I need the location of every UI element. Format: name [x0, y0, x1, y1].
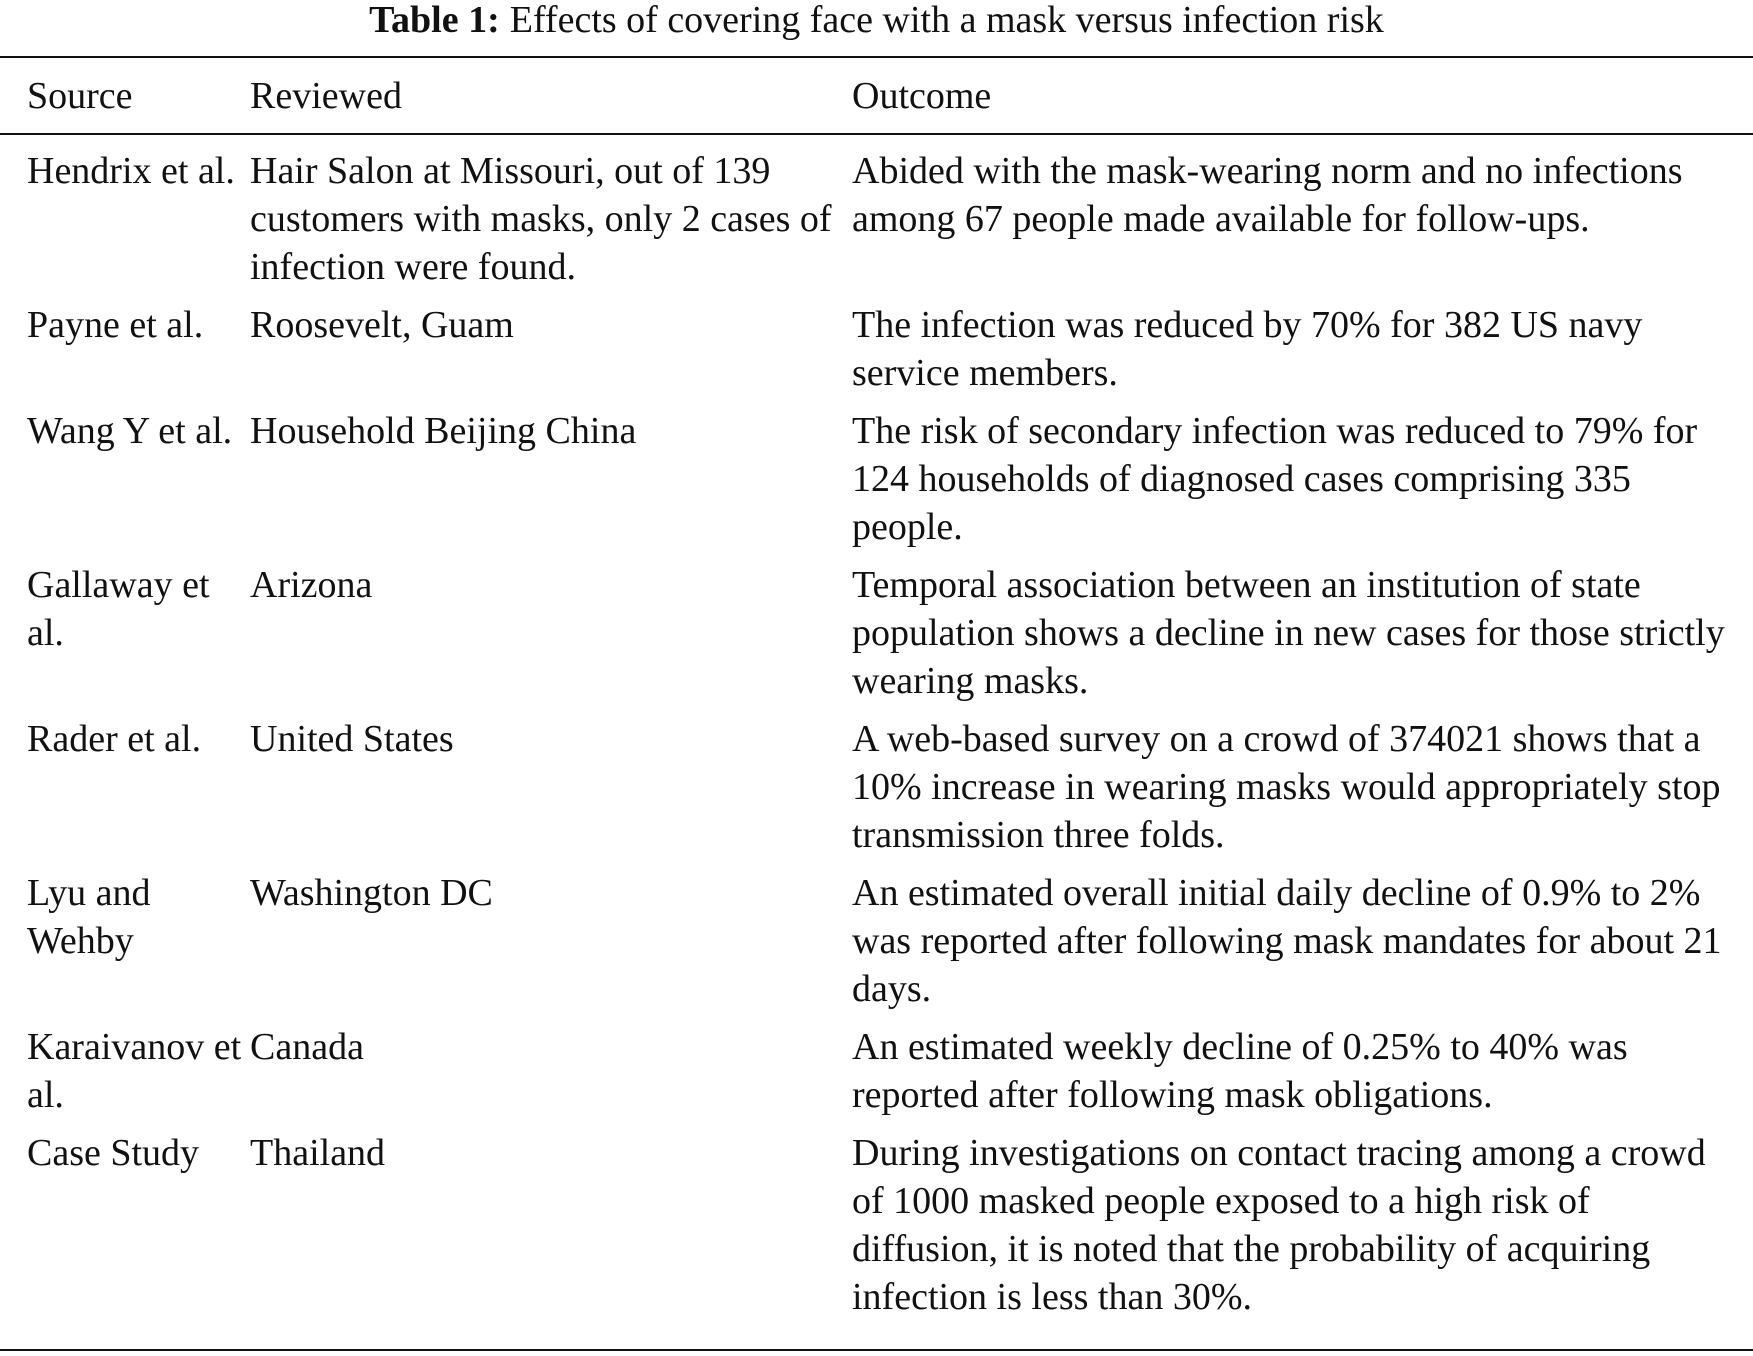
table-row — [0, 133, 1753, 301]
cell-outcome: An estimated weekly decline of 0.25% to 40% was reported after following mask obligations. — [852, 1026, 1628, 1116]
cell-source: Rader et al. — [27, 718, 202, 760]
table-row — [0, 301, 1753, 407]
table-header-row — [0, 60, 1753, 133]
cell-outcome: A web-based survey on a crowd of 374021 shows that a 10% increase in wearing masks would appropriately stop transmission three folds. — [852, 718, 1721, 856]
cell-reviewed: Canada — [250, 1026, 364, 1068]
cell-outcome: Temporal association between an institution of state population shows a decline in new cases for those strictly wearing masks. — [852, 564, 1725, 702]
cell-source: Karaivanov et al. — [27, 1026, 242, 1116]
column-header-reviewed: Reviewed — [250, 75, 402, 117]
cell-outcome: The risk of secondary infection was reduced to 79% for 124 households of diagnosed cases comprising 335 people. — [852, 410, 1698, 548]
table-row — [0, 1129, 1753, 1331]
cell-outcome: During investigations on contact tracing among a crowd of 1000 masked people exposed to a high risk of diffusion, it is noted that the probability of acquiring infection is less than 30%. — [852, 1132, 1706, 1318]
column-header-source: Source — [27, 75, 133, 117]
cell-reviewed: Hair Salon at Missouri, out of 139 customers with masks, only 2 cases of infection were found. — [250, 150, 832, 288]
cell-reviewed: Household Beijing China — [250, 410, 637, 452]
column-header-outcome: Outcome — [852, 75, 992, 117]
cell-reviewed: Thailand — [250, 1132, 386, 1174]
table-caption-label: Table 1: — [369, 0, 500, 41]
table-row — [0, 407, 1753, 561]
table-row — [0, 561, 1753, 715]
cell-source: Wang Y et al. — [27, 410, 233, 452]
table-row — [0, 869, 1753, 1023]
cell-source: Gallaway et al. — [27, 564, 210, 654]
cell-source: Case Study — [27, 1132, 200, 1174]
table-bottom-rule — [0, 1349, 1753, 1351]
cell-source: Lyu and Wehby — [27, 872, 151, 962]
cell-reviewed: Washington DC — [250, 872, 493, 914]
table-row — [0, 715, 1753, 869]
cell-source: Payne et al. — [27, 304, 204, 346]
cell-reviewed: Arizona — [250, 564, 373, 606]
table-top-rule — [0, 56, 1753, 58]
cell-source: Hendrix et al. — [27, 150, 235, 192]
cell-outcome: An estimated overall initial daily decline of 0.9% to 2% was reported after following mask mandates for about 21 days. — [852, 872, 1722, 1010]
table-caption-text: Effects of covering face with a mask versus infection risk — [509, 0, 1384, 41]
table-caption — [0, 0, 1753, 40]
cell-outcome: Abided with the mask-wearing norm and no infections among 67 people made available for follow-ups. — [852, 150, 1683, 240]
mask-effects-table — [0, 60, 1753, 1331]
cell-reviewed: United States — [250, 718, 454, 760]
cell-outcome: The infection was reduced by 70% for 382 US navy service members. — [852, 304, 1643, 394]
table-row — [0, 1023, 1753, 1129]
cell-reviewed: Roosevelt, Guam — [250, 304, 514, 346]
